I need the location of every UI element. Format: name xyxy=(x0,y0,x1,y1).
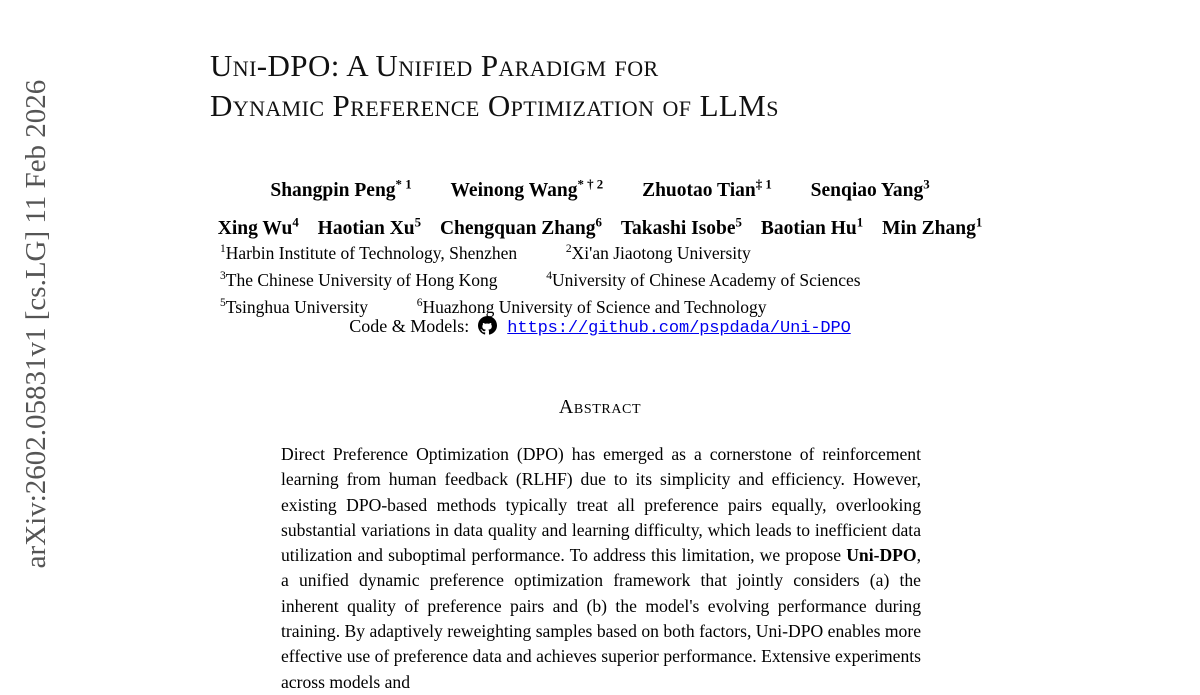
abstract-body xyxy=(281,442,921,695)
author-marks: 5 xyxy=(735,215,742,230)
author: Shangpin Peng$^{* 1}$ xyxy=(270,177,412,201)
code-models-line xyxy=(200,316,1000,338)
arxiv-stamp-text: arXiv:2602.05831v1 [cs.LG] 11 Feb 2026 xyxy=(19,79,52,569)
affiliation: $^2$Xi'an Jiaotong University xyxy=(565,242,751,263)
affiliation-row xyxy=(200,292,1000,319)
github-icon xyxy=(478,316,497,335)
author-marks: * † 2 xyxy=(577,177,604,191)
author-marks: 5 xyxy=(414,215,422,230)
affiliation: $^3$The Chinese University of Hong Kong xyxy=(220,269,498,290)
author: Weinong Wang$^{* \dagger 2}$ xyxy=(450,177,604,201)
author-row-1 xyxy=(200,168,1000,207)
affiliation: $^1$Harbin Institute of Technology, Shenzhen xyxy=(220,242,518,263)
code-repo-link[interactable]: https://github.com/pspdada/Uni-DPO xyxy=(507,319,851,338)
abstract-part: , a unified dynamic preference optimization framework that jointly considers (a) the inherent quality of preference pairs and (b) the model's evolving performance during training. By adaptively reweighting samples based on both factors, Uni-DPO enables more effective use of preference data and achieves superior performance. Extensive experiments across models and xyxy=(281,545,921,692)
title-line-2: Dynamic Preference Optimization of LLMs xyxy=(210,88,779,123)
author: Senqiao Yang$^3$ xyxy=(810,177,930,201)
author-marks: 1 xyxy=(975,215,983,230)
author: Baotian Hu$^1$ xyxy=(760,215,864,239)
title-line-1: Uni-DPO: A Unified Paradigm for xyxy=(210,48,659,83)
abstract-method-name: Uni-DPO xyxy=(846,545,917,566)
affiliation: $^4$University of Chinese Academy of Sciences xyxy=(546,269,861,290)
affiliation-row xyxy=(200,265,1000,292)
author: Chengquan Zhang$^6$ xyxy=(439,215,602,239)
author: Xing Wu$^4$ xyxy=(217,215,299,239)
author: Haotian Xu$^5$ xyxy=(317,215,422,239)
author-list xyxy=(200,168,1000,245)
author-marks: 3 xyxy=(923,177,930,191)
author-marks: 4 xyxy=(292,215,299,230)
abstract-heading: Abstract xyxy=(558,396,642,418)
author-marks: 6 xyxy=(595,215,602,230)
arxiv-stamp xyxy=(0,0,72,648)
affiliation: $^5$Tsinghua University xyxy=(220,296,368,317)
page-title xyxy=(210,46,1010,126)
abstract-part: Direct Preference Optimization (DPO) has emerged as a cornerstone of reinforcement learning from human feedback (RLHF) due to its simplicity and efficiency. However, existing DPO-based methods typically treat all preference pairs equally, overlooking substantial variations in data quality and learning difficulty, which leads to inefficient data utilization and suboptimal performance. To address this limitation, we propose xyxy=(281,444,921,566)
affiliation-row xyxy=(200,238,1000,265)
author: Min Zhang$^1$ xyxy=(882,215,983,239)
affiliation: $^6$Huazhong University of Science and Technology xyxy=(416,296,767,317)
affiliation-list xyxy=(200,238,1000,318)
author-marks: * 1 xyxy=(395,177,412,191)
author: Takashi Isobe$^5$ xyxy=(620,215,742,239)
author: Zhuotao Tian$^{\ddagger 1}$ xyxy=(642,177,772,201)
code-models-label: Code & Models: xyxy=(349,316,470,336)
author-marks: 1 xyxy=(856,215,864,230)
author-marks: ‡ 1 xyxy=(755,177,772,191)
